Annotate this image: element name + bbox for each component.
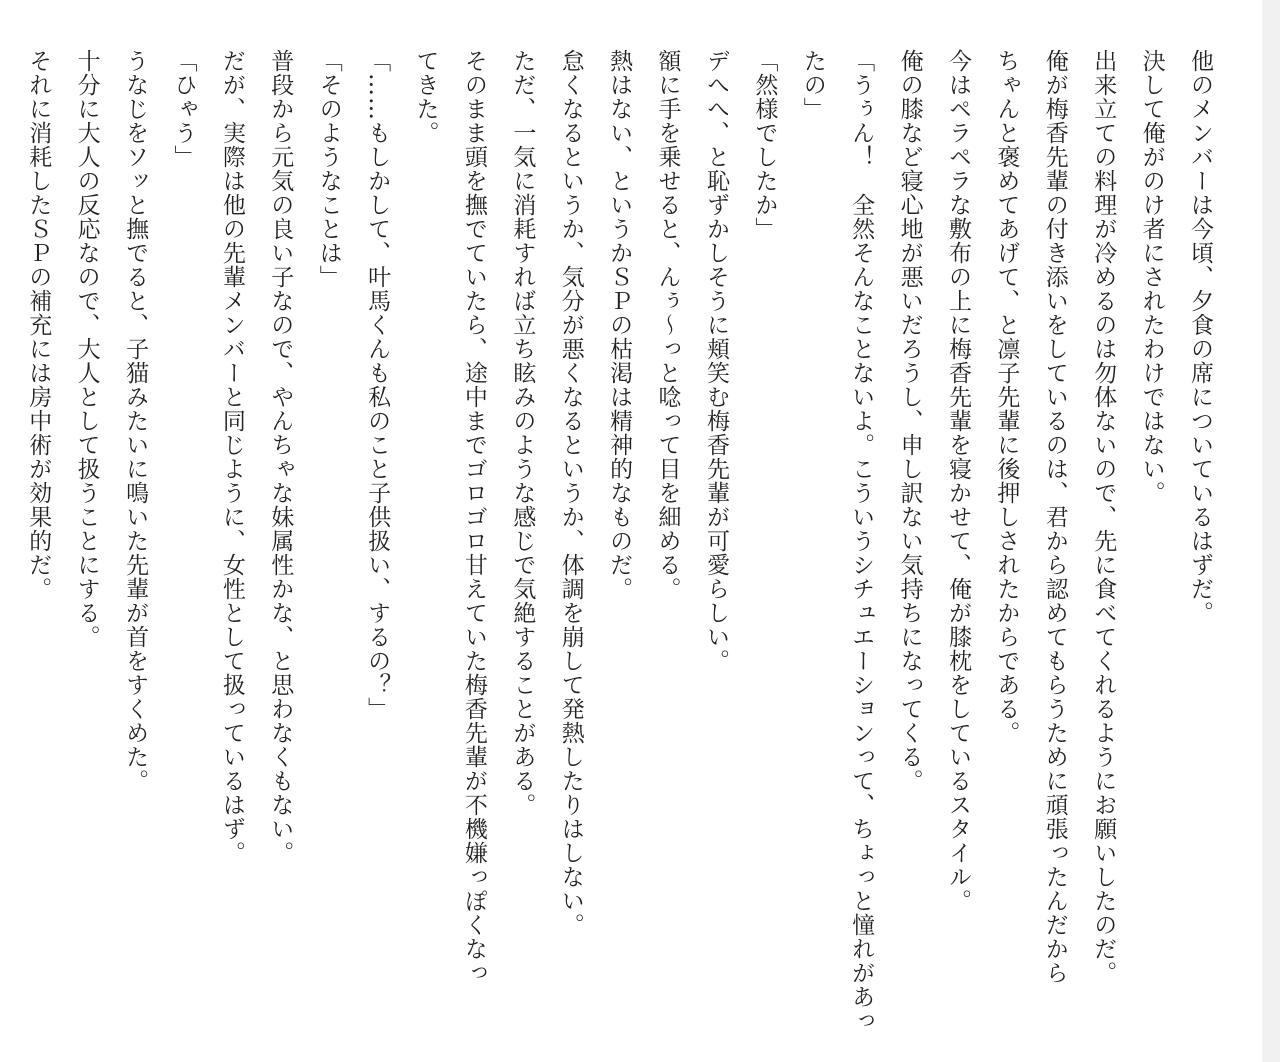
text-line: 「そのようなことは」 (315, 49, 342, 289)
text-line: そのまま頭を撫でていたら、途中までゴロゴロ甘えていた梅香先輩が不機嫌っぽくなっ (460, 49, 487, 985)
text-line: てきた。 (412, 49, 439, 145)
text-line: 額に手を乗せると、んぅ〜っと唸って目を細める。 (654, 49, 681, 601)
text-line: 「うぅん！ 全然そんなことないよ。こういうシチュエーションって、ちょっと憧れがあっ (848, 49, 875, 1033)
text-line: 熱はない、というかＳＰの枯渇は精神的なものだ。 (606, 49, 633, 601)
text-line: それに消耗したＳＰの補充には房中術が効果的だ。 (25, 49, 52, 601)
text-line: 「……もしかして、叶馬くんも私のこと子供扱い、するの？」 (364, 49, 391, 721)
text-line: 怠くなるというか、気分が悪くなるというか、体調を崩して発熱したりはしない。 (557, 49, 584, 937)
text-line: たの」 (799, 49, 826, 121)
text-line: 俺が梅香先輩の付き添いをしているのは、君から認めてもらうために頑張ったんだから (1041, 49, 1068, 985)
text-line: ただ、一気に消耗すれば立ち眩みのような感じで気絶することがある。 (509, 49, 536, 817)
text-line: 今はペラペラな敷布の上に梅香先輩を寝かせて、俺が膝枕をしているスタイル。 (944, 49, 971, 913)
text-line: 「ひゃう」 (170, 49, 197, 169)
text-line: 「然様でしたか」 (751, 49, 778, 241)
page-edge (1262, 0, 1280, 1062)
text-line: 他のメンバーは今頃、夕食の席についているはずだ。 (1187, 49, 1213, 625)
vertical-text-body (25, 49, 1224, 1039)
text-line: うなじをソッと撫でると、子猫みたいに鳴いた先輩が首をすくめた。 (122, 49, 149, 793)
text-line: 俺の膝など寝心地が悪いだろうし、申し訳ない気持ちになってくる。 (896, 49, 923, 793)
text-line: 普段から元気の良い子なので、やんちゃな妹属性かな、と思わなくもない。 (267, 49, 294, 865)
text-line: デへへ、と恥ずかしそうに頬笑む梅香先輩が可愛らしい。 (702, 49, 729, 673)
text-line: 十分に大人の反応なので、大人として扱うことにする。 (73, 49, 100, 649)
text-line: 出来立ての料理が冷めるのは勿体ないので、先に食べてくれるようにお願いしたのだ。 (1090, 49, 1117, 985)
text-line: 決して俺がのけ者にされたわけではない。 (1138, 49, 1165, 505)
text-line: ちゃんと褒めてあげて、と凛子先輩に後押しされたからである。 (993, 49, 1020, 745)
text-line: だが、実際は他の先輩メンバーと同じように、女性として扱っているはず。 (218, 49, 245, 865)
